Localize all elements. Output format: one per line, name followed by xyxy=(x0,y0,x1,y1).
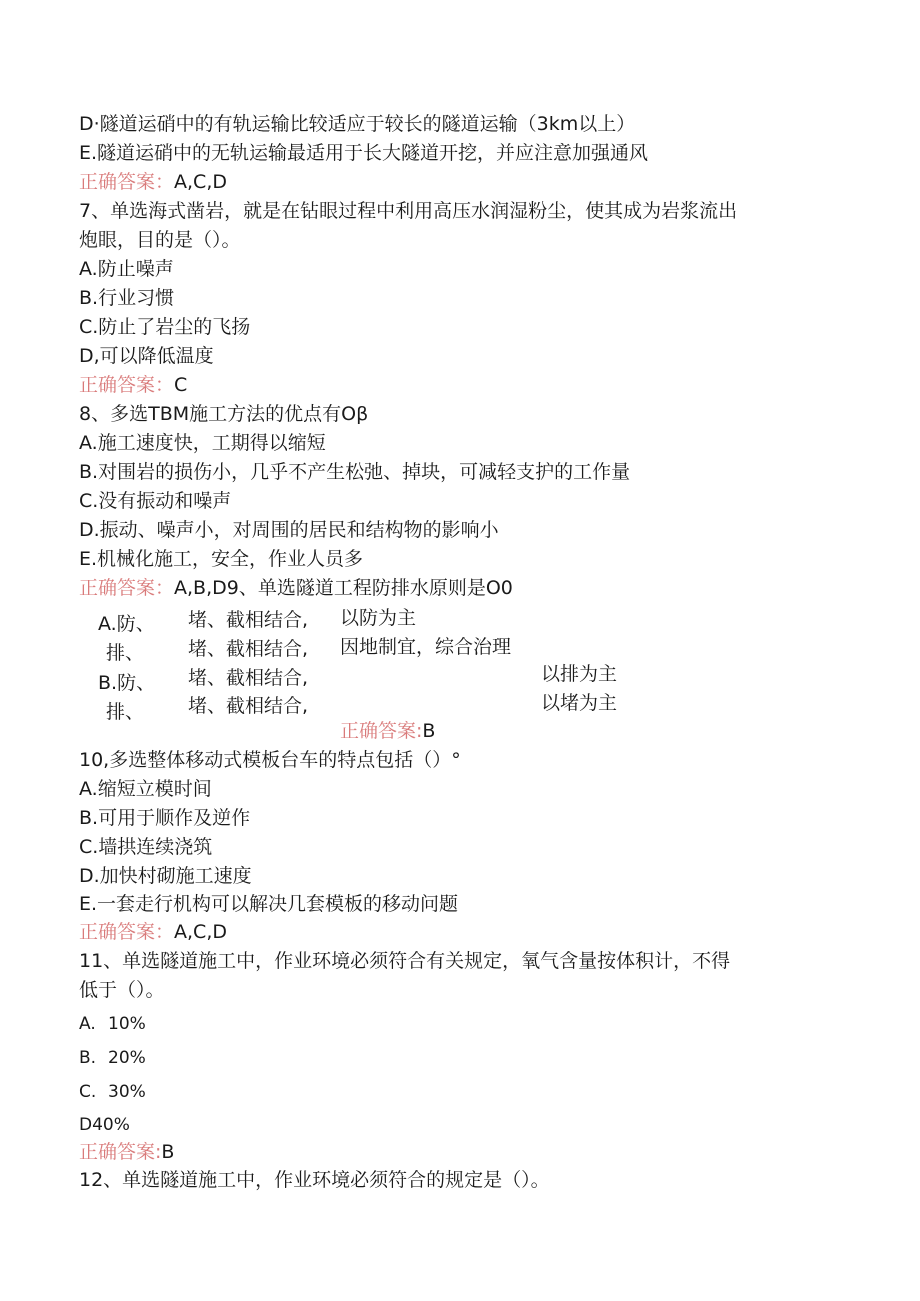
q8-option-d: D.振动、噪声小，对周围的居民和结构物的影响小 xyxy=(79,519,499,541)
q9-col3-row2: 因地制宜，综合治理 xyxy=(340,636,512,658)
q9-col1-row4: 排、 xyxy=(106,701,145,723)
answer-value: A,C,D xyxy=(174,921,227,943)
q11-option-b-value: 20% xyxy=(108,1048,146,1068)
answer-value: C xyxy=(174,374,188,396)
q9-col2-row4: 堵、截相结合, xyxy=(188,695,309,717)
answer-value: A,C,D xyxy=(174,171,227,193)
answer-label: 正确答案： xyxy=(79,921,175,943)
q11-option-b-letter: B. xyxy=(79,1048,97,1068)
q11-answer xyxy=(79,1140,174,1164)
q11-option-d: D40% xyxy=(79,1115,130,1135)
q9-col2-row2: 堵、截相结合, xyxy=(188,638,309,660)
answer-label: 正确答案: xyxy=(79,1141,162,1163)
q8-answer xyxy=(79,576,513,600)
q9-col3-row1: 以防为主 xyxy=(340,607,417,629)
q7-option-b: B.行业习惯 xyxy=(79,287,175,309)
answer-value: A,B,D9、单选隧道工程防排水原则是O0 xyxy=(174,577,513,599)
q12-stem: 12、单选隧道施工中，作业环境必须符合的规定是（）。 xyxy=(79,1169,550,1191)
q10-stem: 10,多选整体移动式模板台车的特点包括（）° xyxy=(79,749,461,771)
q8-option-a: A.施工速度快，工期得以缩短 xyxy=(79,432,326,454)
q8-stem: 8、多选TBM施工方法的优点有Oβ xyxy=(79,403,369,425)
q10-option-c: C.墙拱连续浇筑 xyxy=(79,836,213,858)
q11-stem-line2: 低于（）。 xyxy=(79,979,165,1001)
answer-label: 正确答案: xyxy=(340,720,423,742)
q9-col1-row2: 排、 xyxy=(106,642,145,664)
answer-value: B xyxy=(422,720,436,742)
q7-stem-line2: 炮眼，目的是（）。 xyxy=(79,229,241,251)
q9-col1-row1: A.防、 xyxy=(98,613,155,635)
q11-stem-line1: 11、单选隧道施工中，作业环境必须符合有关规定，氧气含量按体积计，不得 xyxy=(79,950,731,972)
q10-option-e: E.一套走行机构可以解决几套模板的移动问题 xyxy=(79,893,459,915)
q11-option-c-value: 30% xyxy=(108,1082,146,1102)
answer-label: 正确答案： xyxy=(79,171,175,193)
q8-option-c: C.没有振动和噪声 xyxy=(79,490,232,512)
q9-col4-row1: 以排为主 xyxy=(541,663,618,685)
q11-option-a-value: 10% xyxy=(108,1014,146,1034)
answer-label: 正确答案： xyxy=(79,577,175,599)
q10-option-b: B.可用于顺作及逆作 xyxy=(79,807,251,829)
q7-option-c: C.防止了岩尘的飞扬 xyxy=(79,316,251,338)
q11-option-c-letter: C. xyxy=(79,1082,97,1102)
q9-col1-row3: B.防、 xyxy=(98,672,156,694)
q9-col4-row2: 以堵为主 xyxy=(541,692,618,714)
q8-option-e: E.机械化施工，安全，作业人员多 xyxy=(79,548,364,570)
q7-option-a: A.防止噪声 xyxy=(79,258,174,280)
q6-answer xyxy=(79,170,227,194)
q11-option-a-letter: A. xyxy=(79,1014,96,1034)
q10-answer xyxy=(79,920,227,944)
q10-option-d: D.加快村砌施工速度 xyxy=(79,865,252,887)
answer-label: 正确答案： xyxy=(79,374,175,396)
q9-answer xyxy=(340,719,435,743)
q6-option-e: E.隧道运硝中的无轨运输最适用于长大隧道开挖，并应注意加强通风 xyxy=(79,142,649,164)
q8-option-b: B.对围岩的损伤小，几乎不产生松弛、掉块，可减轻支护的工作量 xyxy=(79,461,631,483)
q9-col2-row3: 堵、截相结合, xyxy=(188,667,309,689)
q7-stem-line1: 7、单选海式凿岩，就是在钻眼过程中利用高压水润湿粉尘，使其成为岩浆流出 xyxy=(79,200,738,222)
q9-col2-row1: 堵、截相结合, xyxy=(188,609,309,631)
q6-option-d: D·隧道运硝中的有轨运输比较适应于较长的隧道运输（3km以上） xyxy=(79,113,636,135)
q10-option-a: A.缩短立模时间 xyxy=(79,778,212,800)
q7-option-d: D,可以降低温度 xyxy=(79,345,214,367)
q7-answer xyxy=(79,373,187,397)
answer-value: B xyxy=(161,1141,175,1163)
